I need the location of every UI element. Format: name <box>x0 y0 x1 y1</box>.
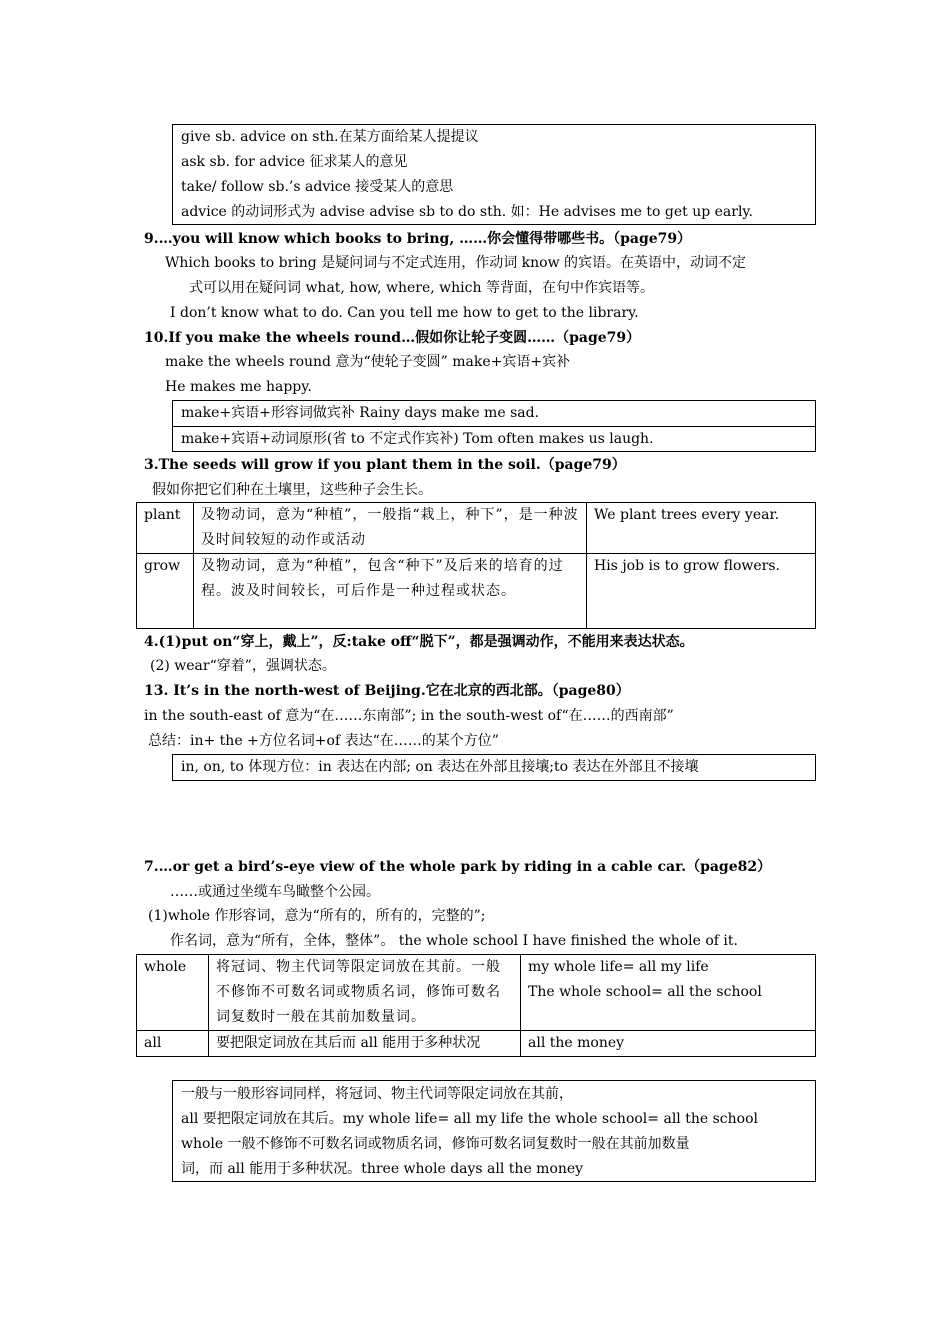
table-row <box>137 554 816 629</box>
table-example: all the money <box>521 1031 816 1057</box>
table-desc: 要把限定词放在其后而 all 能用于多种状况 <box>209 1031 521 1057</box>
table-row <box>137 1031 816 1057</box>
table-example: We plant trees every year. <box>587 503 816 554</box>
section-7-line-2: (1)whole 作形容词，意为“所有的，所有的，完整的”; <box>148 908 486 924</box>
section-7-heading: 7.…or get a bird’s-eye view of the whole park by riding in a cable car.（page82） <box>144 859 772 875</box>
advice-line-3: take/ follow sb.’s advice 接受某人的意思 <box>181 179 454 195</box>
summary-line-1: 一般与一般形容词同样，将冠词、物主代词等限定词放在其前， <box>181 1086 573 1102</box>
section-4-line-2: (2) wear“穿着”，强调状态。 <box>150 658 336 674</box>
direction-box <box>172 754 816 781</box>
advice-line-2: ask sb. for advice 征求某人的意见 <box>181 154 408 170</box>
table-desc: 将冠词、物主代词等限定词放在其前。一般不修饰不可数名词或物质名词，修饰可数名词复数时一般在其前加数量词。 <box>209 955 521 1031</box>
section-13-line-2: 总结：in+ the +方位名词+of 表达“在……的某个方位” <box>148 733 499 749</box>
table-row <box>137 955 816 1031</box>
table-example <box>521 955 816 1031</box>
section-4-line-1: 4.(1)put on“穿上，戴上”，反:take off“脱下”，都是强调动作，不能用来表达状态。 <box>144 634 694 650</box>
summary-line-4: 词，而 all 能用于多种状况。three whole days all the money <box>181 1161 584 1177</box>
section-9-heading: 9.…you will know which books to bring, ……你会懂得带哪些书。（page79） <box>144 231 692 247</box>
table-desc: 及物动词，意为“种植”，包含“种下”及后来的培育的过程。波及时间较长，可后作是一种过程或状态。 <box>194 554 587 629</box>
section-3-heading: 3.The seeds will grow if you plant them in the soil.（page79） <box>144 457 626 473</box>
table-word: grow <box>137 554 194 629</box>
direction-box-text: in, on, to 体现方位：in 表达在内部; on 表达在外部且接壤;to 表达在外部且不接壤 <box>181 759 699 775</box>
section-10-line-1: make the wheels round 意为“使轮子变圆” make+宾语+宾补 <box>165 354 571 370</box>
section-9-line-1: Which books to bring 是疑问词与不定式连用，作动词 know 的宾语。在英语中，动词不定 <box>165 255 747 271</box>
section-7-line-3: 作名词，意为“所有，全体，整体”。 the whole school I have finished the whole of it. <box>170 933 738 949</box>
table-example-1: my whole life= all my life <box>528 959 709 975</box>
section-10-heading: 10.If you make the wheels round…假如你让轮子变圆……（page79） <box>144 330 641 346</box>
table-example-2: The whole school= all the school <box>528 984 762 1000</box>
summary-line-3: whole 一般不修饰不可数名词或物质名词，修饰可数名词复数时一般在其前加数量 <box>181 1136 690 1152</box>
advice-line-1: give sb. advice on sth.在某方面给某人提提议 <box>181 129 479 145</box>
section-7-line-1: ……或通过坐缆车鸟瞰整个公园。 <box>170 884 380 900</box>
table-word: all <box>137 1031 209 1057</box>
advice-box <box>172 124 816 225</box>
table-example: His job is to grow flowers. <box>587 554 816 629</box>
make-box-row-1: make+宾语+形容词做宾补 Rainy days make me sad. <box>181 405 540 421</box>
whole-all-table <box>136 954 816 1057</box>
section-9-line-3: I don’t know what to do. Can you tell me how to get to the library. <box>170 305 639 321</box>
section-9-line-2: 式可以用在疑问词 what, how, where, which 等背面，在句中作宾语等。 <box>189 280 654 296</box>
table-word: whole <box>137 955 209 1031</box>
table-desc: 及物动词，意为“种植”，一般指“栽上，种下”，是一种波及时间较短的动作或活动 <box>194 503 587 554</box>
section-13-line-1: in the south-east of 意为“在……东南部”; in the south-west of“在……的西南部” <box>144 708 674 724</box>
summary-line-2: all 要把限定词放在其后。my whole life= all my life the whole school= all the school <box>181 1111 758 1127</box>
make-box <box>172 400 816 452</box>
make-box-row-2: make+宾语+动词原形(省 to 不定式作宾补) Tom often makes us laugh. <box>181 431 654 447</box>
section-3-line-1: 假如你把它们种在土壤里，这些种子会生长。 <box>152 482 432 498</box>
table-word: plant <box>137 503 194 554</box>
advice-line-4: advice 的动词形式为 advise advise sb to do sth. 如：He advises me to get up early. <box>181 204 753 220</box>
plant-grow-table <box>136 502 816 629</box>
section-13-heading: 13. It’s in the north-west of Beijing.它在北京的西北部。（page80） <box>144 683 630 699</box>
table-row <box>137 503 816 554</box>
summary-box <box>172 1080 816 1182</box>
section-10-line-2: He makes me happy. <box>165 379 312 395</box>
